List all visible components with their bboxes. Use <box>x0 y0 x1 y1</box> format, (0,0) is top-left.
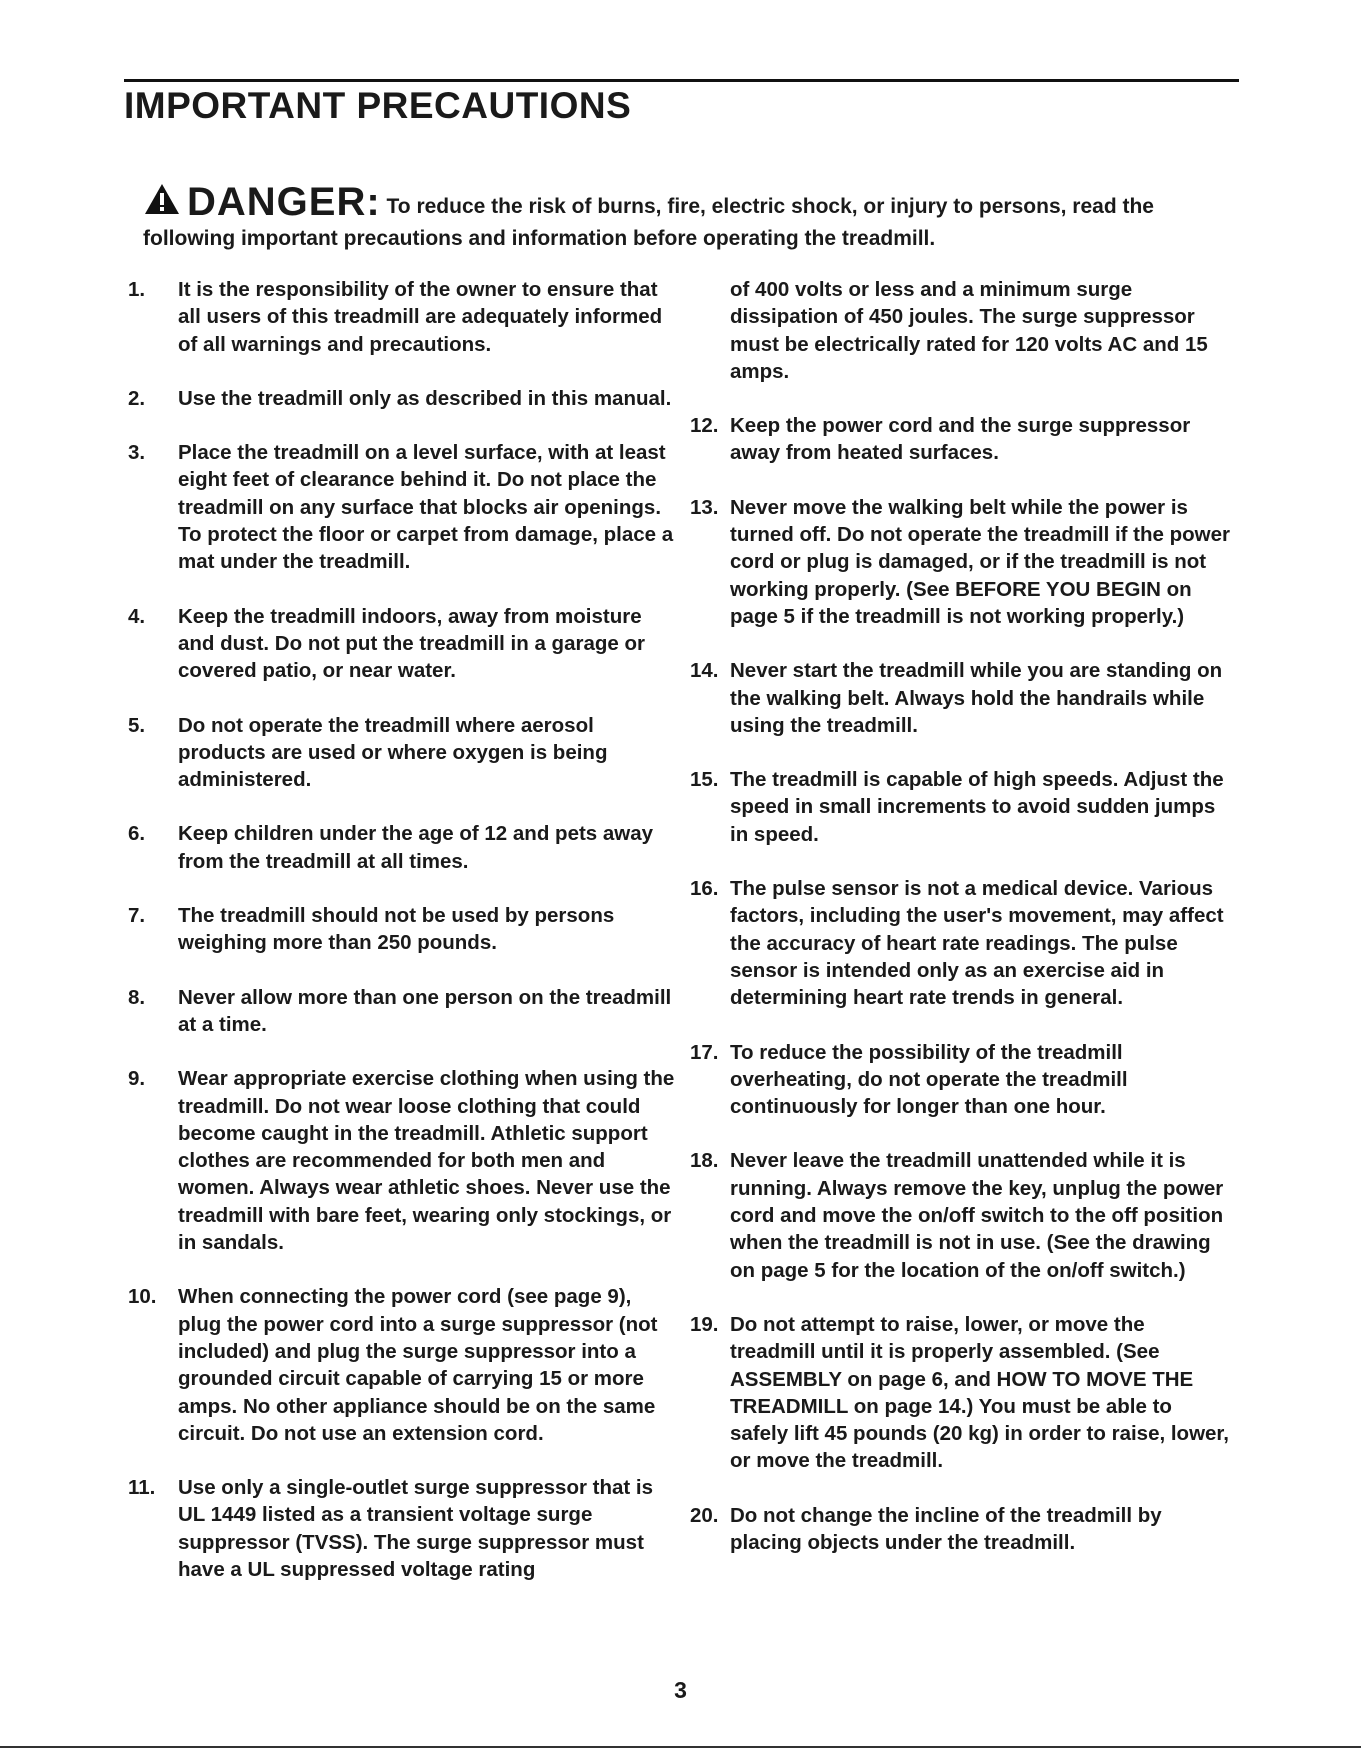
danger-text: To reduce the risk of burns, fire, electric shock, or injury to persons, read the following important precautions and information before operating the treadmill. <box>143 195 1154 250</box>
page-title: IMPORTANT PRECAUTIONS <box>124 85 632 126</box>
list-item <box>690 1147 1230 1283</box>
item-text: Never start the treadmill while you are standing on the walking belt. Always hold the handrails while using the treadmill. <box>730 659 1223 737</box>
bottom-rule <box>0 1746 1361 1748</box>
left-column <box>128 276 680 1583</box>
item-number: 10. <box>128 1285 157 1309</box>
item-number: 15. <box>690 768 719 792</box>
item-number: 3. <box>128 441 146 465</box>
list-item <box>128 276 680 358</box>
item-number: 19. <box>690 1312 719 1336</box>
item-text: The treadmill should not be used by persons weighing more than 250 pounds. <box>178 904 615 955</box>
item-text: Do not attempt to raise, lower, or move the treadmill until it is properly assembled. (See ASSEMBLY on page 6, and HOW TO MOVE THE TREADMILL on page 14.) You must be able to safely lift 45 pounds (20 kg) in order to raise, lower, or move the treadmill. <box>730 1312 1229 1473</box>
item-number: 2. <box>128 386 146 410</box>
list-item <box>128 439 680 575</box>
item-number: 16. <box>690 877 719 901</box>
item-number: 17. <box>690 1040 719 1064</box>
list-item <box>690 766 1230 848</box>
danger-intro <box>143 182 1233 255</box>
item-number: 11. <box>128 1476 156 1500</box>
list-item <box>690 1311 1230 1475</box>
item-text: Use the treadmill only as described in this manual. <box>178 386 672 410</box>
list-item <box>128 1065 680 1256</box>
item-number: 9. <box>128 1067 146 1091</box>
item-text: To reduce the possibility of the treadmill overheating, do not operate the treadmill continuously for longer than one hour. <box>730 1040 1128 1119</box>
item-text: Keep children under the age of 12 and pets away from the treadmill at all times. <box>178 822 654 873</box>
item-text: Place the treadmill on a level surface, with at least eight feet of clearance behind it. Do not place the treadmill on any surface that blocks air openings. To protect the floor or carpet from damage, place a mat under the treadmill. <box>178 441 674 574</box>
item-text: Do not operate the treadmill where aerosol products are used or where oxygen is being administered. <box>178 713 608 792</box>
item-number: 6. <box>128 822 146 846</box>
item-text: The treadmill is capable of high speeds. Adjust the speed in small increments to avoid sudden jumps in speed. <box>730 768 1224 846</box>
item-number: 18. <box>690 1149 719 1173</box>
item-text: It is the responsibility of the owner to ensure that all users of this treadmill are adequately informed of all warnings and precautions. <box>178 278 663 356</box>
list-item <box>128 984 680 1039</box>
item-number: 20. <box>690 1503 719 1527</box>
item-text: Keep the treadmill indoors, away from moisture and dust. Do not put the treadmill in a garage or covered patio, or near water. <box>178 604 645 683</box>
item-number: 13. <box>690 495 719 519</box>
list-item <box>128 820 680 875</box>
item-text: When connecting the power cord (see page 9), plug the power cord into a surge suppressor (not included) and plug the surge suppressor into a grounded circuit capable of carrying 15 or more amps. No other appliance should be on the same circuit. Do not use an extension cord. <box>178 1285 658 1445</box>
item-text: The pulse sensor is not a medical device. Various factors, including the user's movement, may affect the accuracy of heart rate readings. The pulse sensor is intended only as an exercise aid in determining heart rate trends in general. <box>730 877 1224 1010</box>
item-number: 1. <box>128 278 146 301</box>
item-number: 4. <box>128 604 146 628</box>
list-item <box>690 1039 1230 1121</box>
item-11-continued: of 400 volts or less and a minimum surge dissipation of 450 joules. The surge suppressor must be electrically rated for 120 volts AC and 15 amps. <box>730 278 1208 383</box>
item-number: 5. <box>128 713 146 737</box>
item-text: Use only a single-outlet surge suppressor that is UL 1449 listed as a transient voltage surge suppressor (TVSS). The surge suppressor must have a UL suppressed voltage rating <box>178 1476 654 1581</box>
item-text: Never move the walking belt while the power is turned off. Do not operate the treadmill if the power cord or plug is damaged, or if the treadmill is not working properly. (See BEFORE YOU BEGIN on page 5 if the treadmill is not working properly.) <box>730 495 1230 628</box>
page-number: 3 <box>674 1677 687 1703</box>
list-item <box>128 712 680 794</box>
item-text: Keep the power cord and the surge suppressor away from heated surfaces. <box>730 414 1191 465</box>
item-number: 7. <box>128 904 146 928</box>
list-item <box>128 385 680 412</box>
item-number: 8. <box>128 985 146 1009</box>
list-item <box>690 875 1230 1011</box>
list-item <box>128 902 680 957</box>
list-item <box>128 1474 680 1583</box>
danger-label: DANGER: <box>187 180 381 224</box>
list-item <box>128 603 680 685</box>
list-item <box>690 494 1230 630</box>
item-number: 12. <box>690 414 719 438</box>
title-rule <box>124 79 1239 82</box>
list-item <box>690 1502 1230 1557</box>
item-number: 14. <box>690 659 719 683</box>
list-item <box>690 657 1230 739</box>
item-text: Do not change the incline of the treadmill by placing objects under the treadmill. <box>730 1503 1162 1554</box>
list-item <box>690 412 1230 467</box>
item-text: Wear appropriate exercise clothing when using the treadmill. Do not wear loose clothing that could become caught in the treadmill. Athletic support clothes are recommended for both men and women. Always wear athletic shoes. Never use the treadmill with bare feet, wearing only stockings, or in sandals. <box>178 1067 675 1255</box>
item-text: Never leave the treadmill unattended while it is running. Always remove the key, unplug the power cord and move the on/off switch to the off position when the treadmill is not in use. (See the drawing on page 5 for the location of the on/off switch.) <box>730 1149 1224 1282</box>
right-column <box>690 276 1230 1556</box>
item-text: Never allow more than one person on the treadmill at a time. <box>178 985 672 1036</box>
list-item <box>128 1283 680 1447</box>
warning-triangle-icon <box>143 182 181 216</box>
